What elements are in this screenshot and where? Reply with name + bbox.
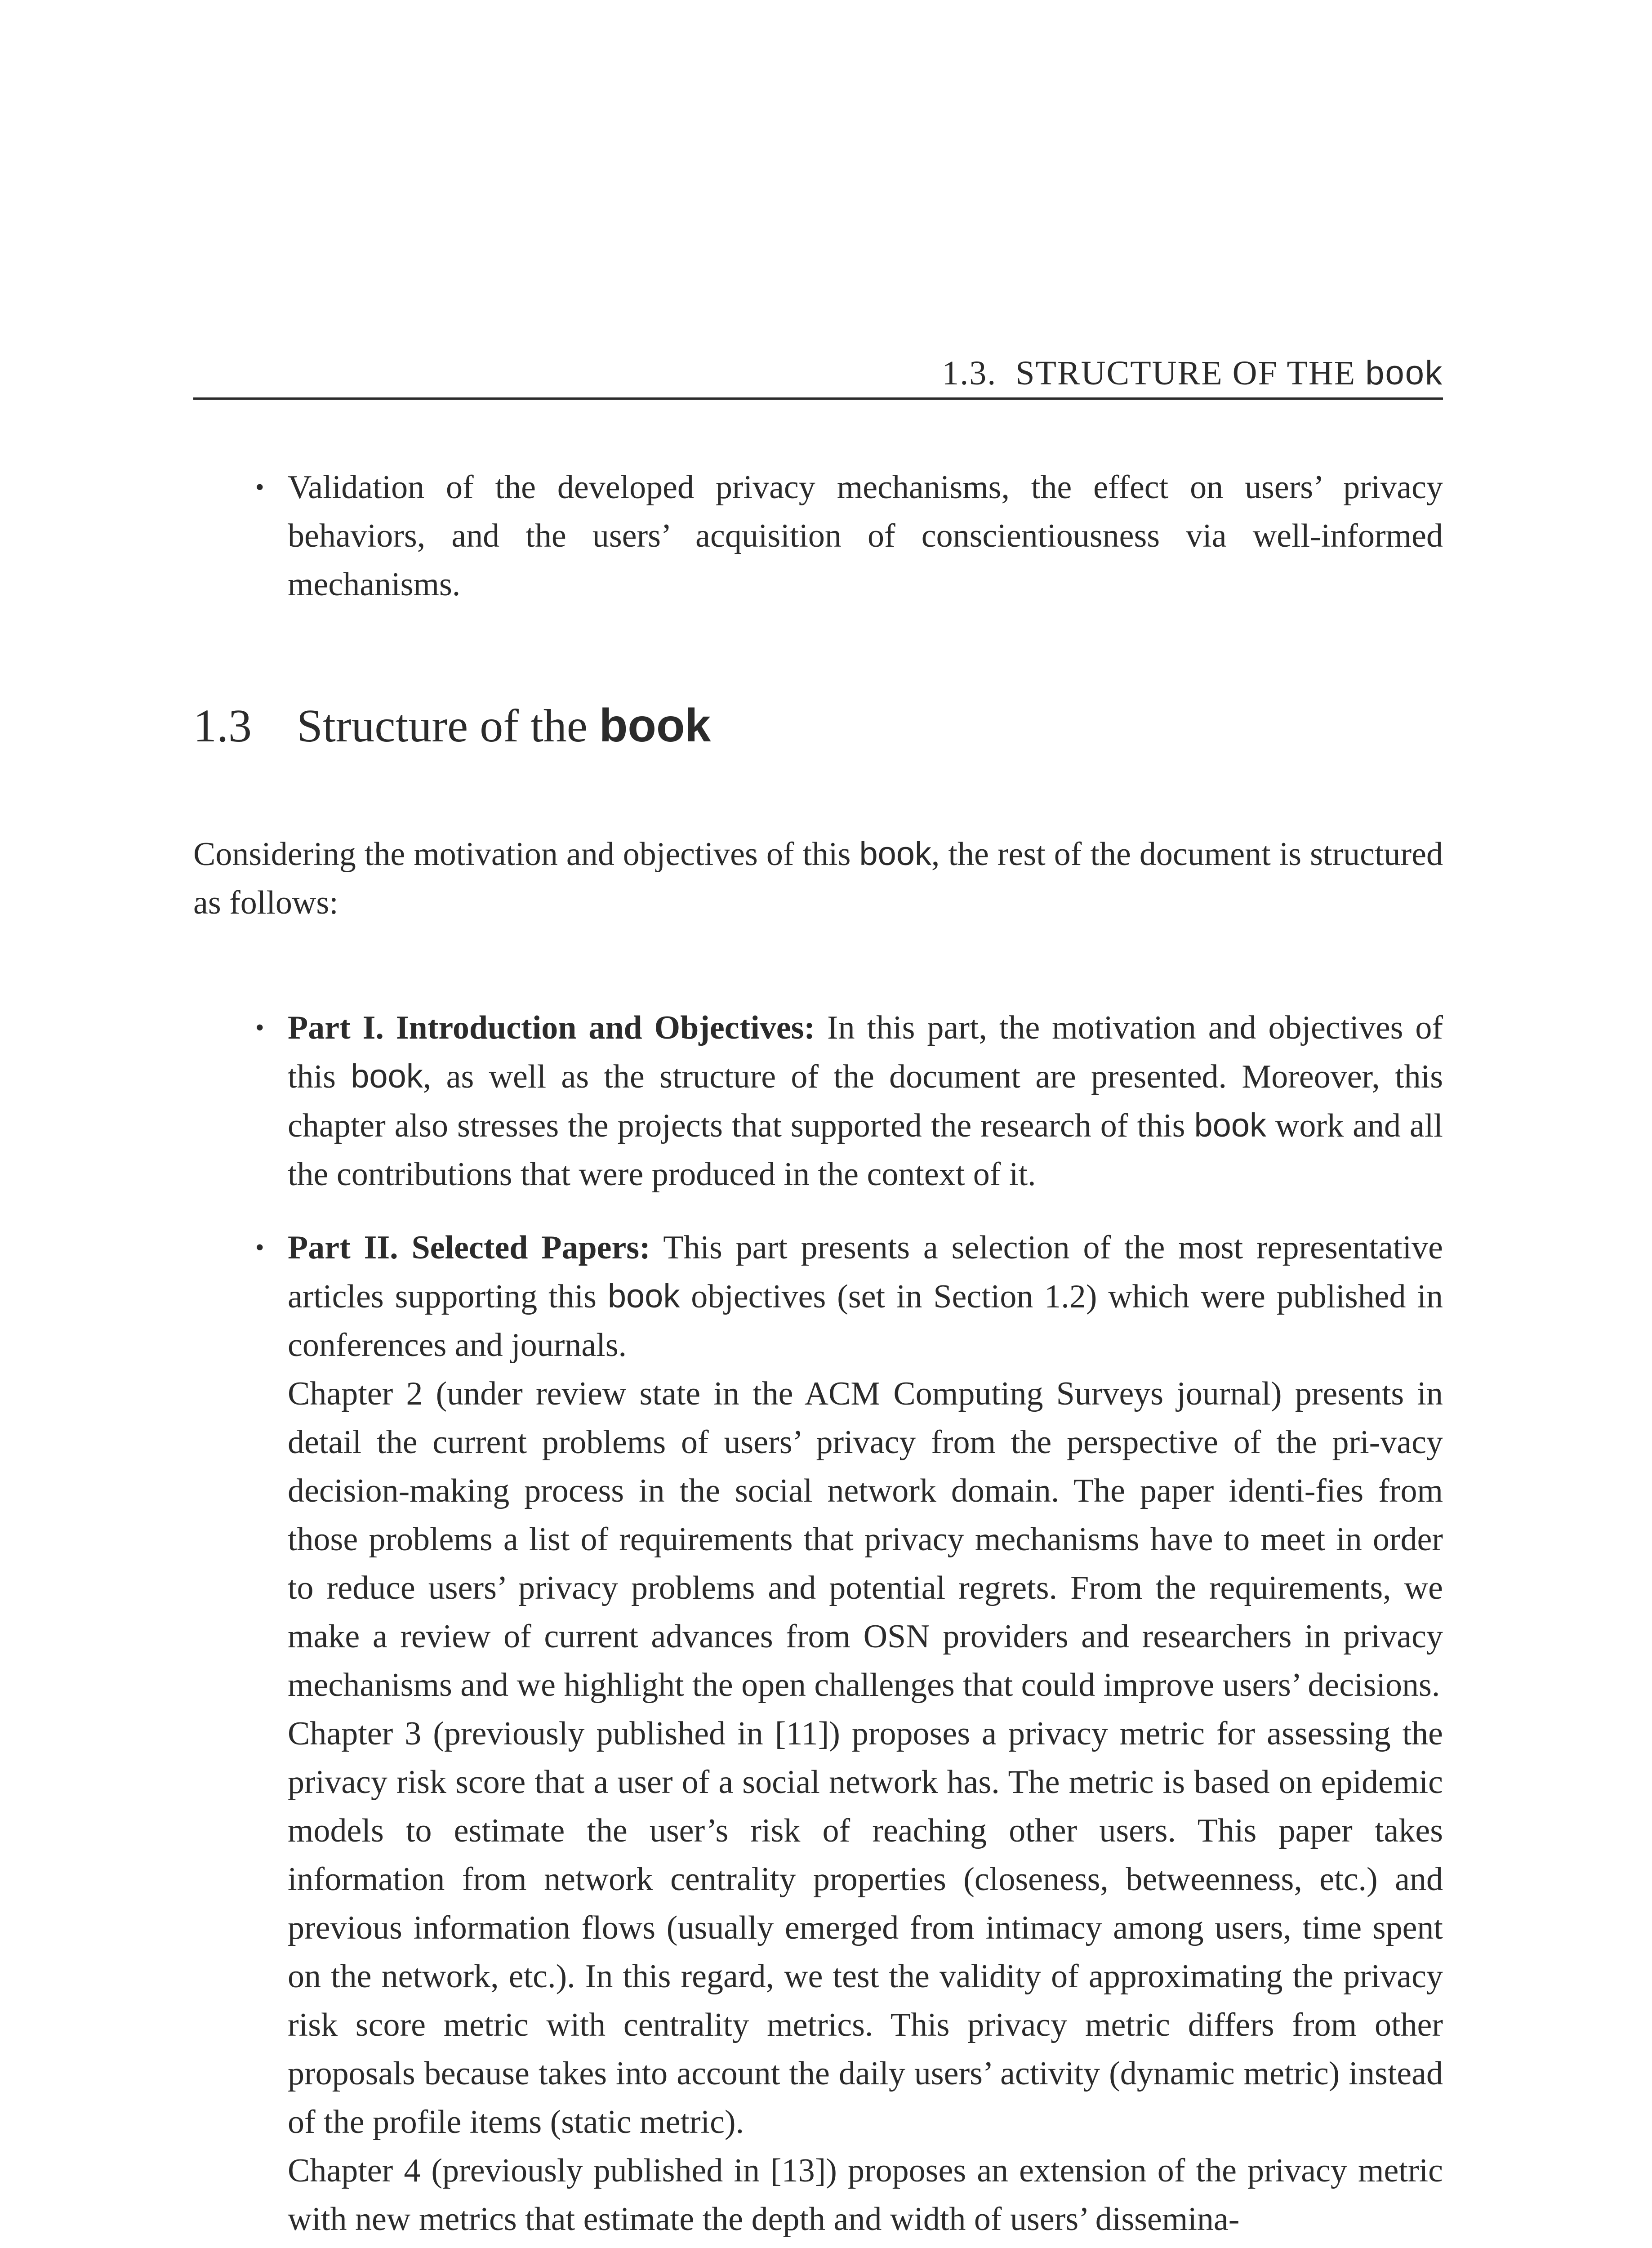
running-header-title: STRUCTURE OF THE [1015,354,1356,392]
chapter-3-paragraph: Chapter 3 (previously published in [11]) proposes a privacy metric for assessing the privacy risk score that a user of a social network has. The metric is based on epidemic models to estimate the user’s risk of reaching other users. This paper takes information from network centrality properties (closeness, betweenness, etc.) and previous information flows (usually emerged from intimacy among users, time spent on the network, etc.). In this regard, we test the validity of approximating the privacy risk score metric with centrality metrics. This privacy metric differs from other proposals because takes into account the daily users’ activity (dynamic metric) instead of the profile items (static metric). [288,1715,1443,2141]
bullet-icon: • [255,473,264,501]
part-1-lead: Part I. Introduction and Objectives: [288,1009,815,1046]
part-1-text-3: work and all the contributions that were produced in the context of it. [288,1107,1443,1193]
section-title: Structure of the [297,700,588,752]
bullet-text: Validation of the developed privacy mechanisms, the effect on users’ privacy behaviors, and the users’ acquisition of conscientiousness via well-informed mechanisms. [288,469,1443,603]
part-2-body [288,1223,1443,2244]
part-2-text-2: objectives (set in Section 1.2) which were published in conferences and journals. [288,1278,1443,1364]
part-1-text-2: , as well as the structure of the document are presented. Moreover, this chapter also stresses the projects that supported the research of this [288,1058,1443,1144]
chapter-4-paragraph: Chapter 4 (previously published in [13]) proposes an extension of the privacy metric with new metrics that estimate the depth and width of users’ dissemina- [288,2152,1443,2238]
section-title-word: book [599,700,711,752]
part-2-intro [288,1223,1443,1369]
list-item [193,1004,1443,1199]
part-2-text-1: This part presents a selection of the most representative articles supporting this [288,1229,1443,1315]
list-item [193,463,1443,609]
part-1-body [288,1004,1443,1199]
part-1-word-1: book [351,1057,423,1095]
running-header-title-word: book [1365,354,1443,392]
running-header [193,351,1443,396]
header-rule [193,397,1443,400]
bullet-icon: • [255,1014,264,1042]
running-header-section: 1.3. [942,354,997,392]
intro-paragraph [193,830,1443,927]
part-1-text-1: In this part, the motivation and objectives of this [288,1009,1443,1095]
section-heading [193,696,1443,755]
section-number: 1.3 [193,700,252,752]
part-1-word-2: book [1194,1106,1266,1144]
intro-text-after: , the rest of the document is structured as follows: [193,836,1443,921]
part-2-lead: Part II. Selected Papers: [288,1229,650,1266]
part-2-word-1: book [607,1277,680,1315]
intro-word: book [859,835,931,872]
top-bullet-list [193,463,1443,609]
parts-list [193,1004,1443,2244]
bullet-icon: • [255,1234,264,1262]
list-item [193,1223,1443,2244]
intro-text-before: Considering the motivation and objectives of this [193,836,851,873]
page-content [193,463,1443,2244]
chapter-2-paragraph: Chapter 2 (under review state in the ACM Computing Surveys journal) presents in detail the current problems of users’ privacy from the perspective of the pri-vacy decision-making process in the social network domain. The paper identi-fies from those problems a list of requirements that privacy mechanisms have to meet in order to reduce users’ privacy problems and potential regrets. From the requirements, we make a review of current advances from OSN providers and researchers in privacy mechanisms and we highlight the open challenges that could improve users’ decisions. [288,1375,1443,1704]
